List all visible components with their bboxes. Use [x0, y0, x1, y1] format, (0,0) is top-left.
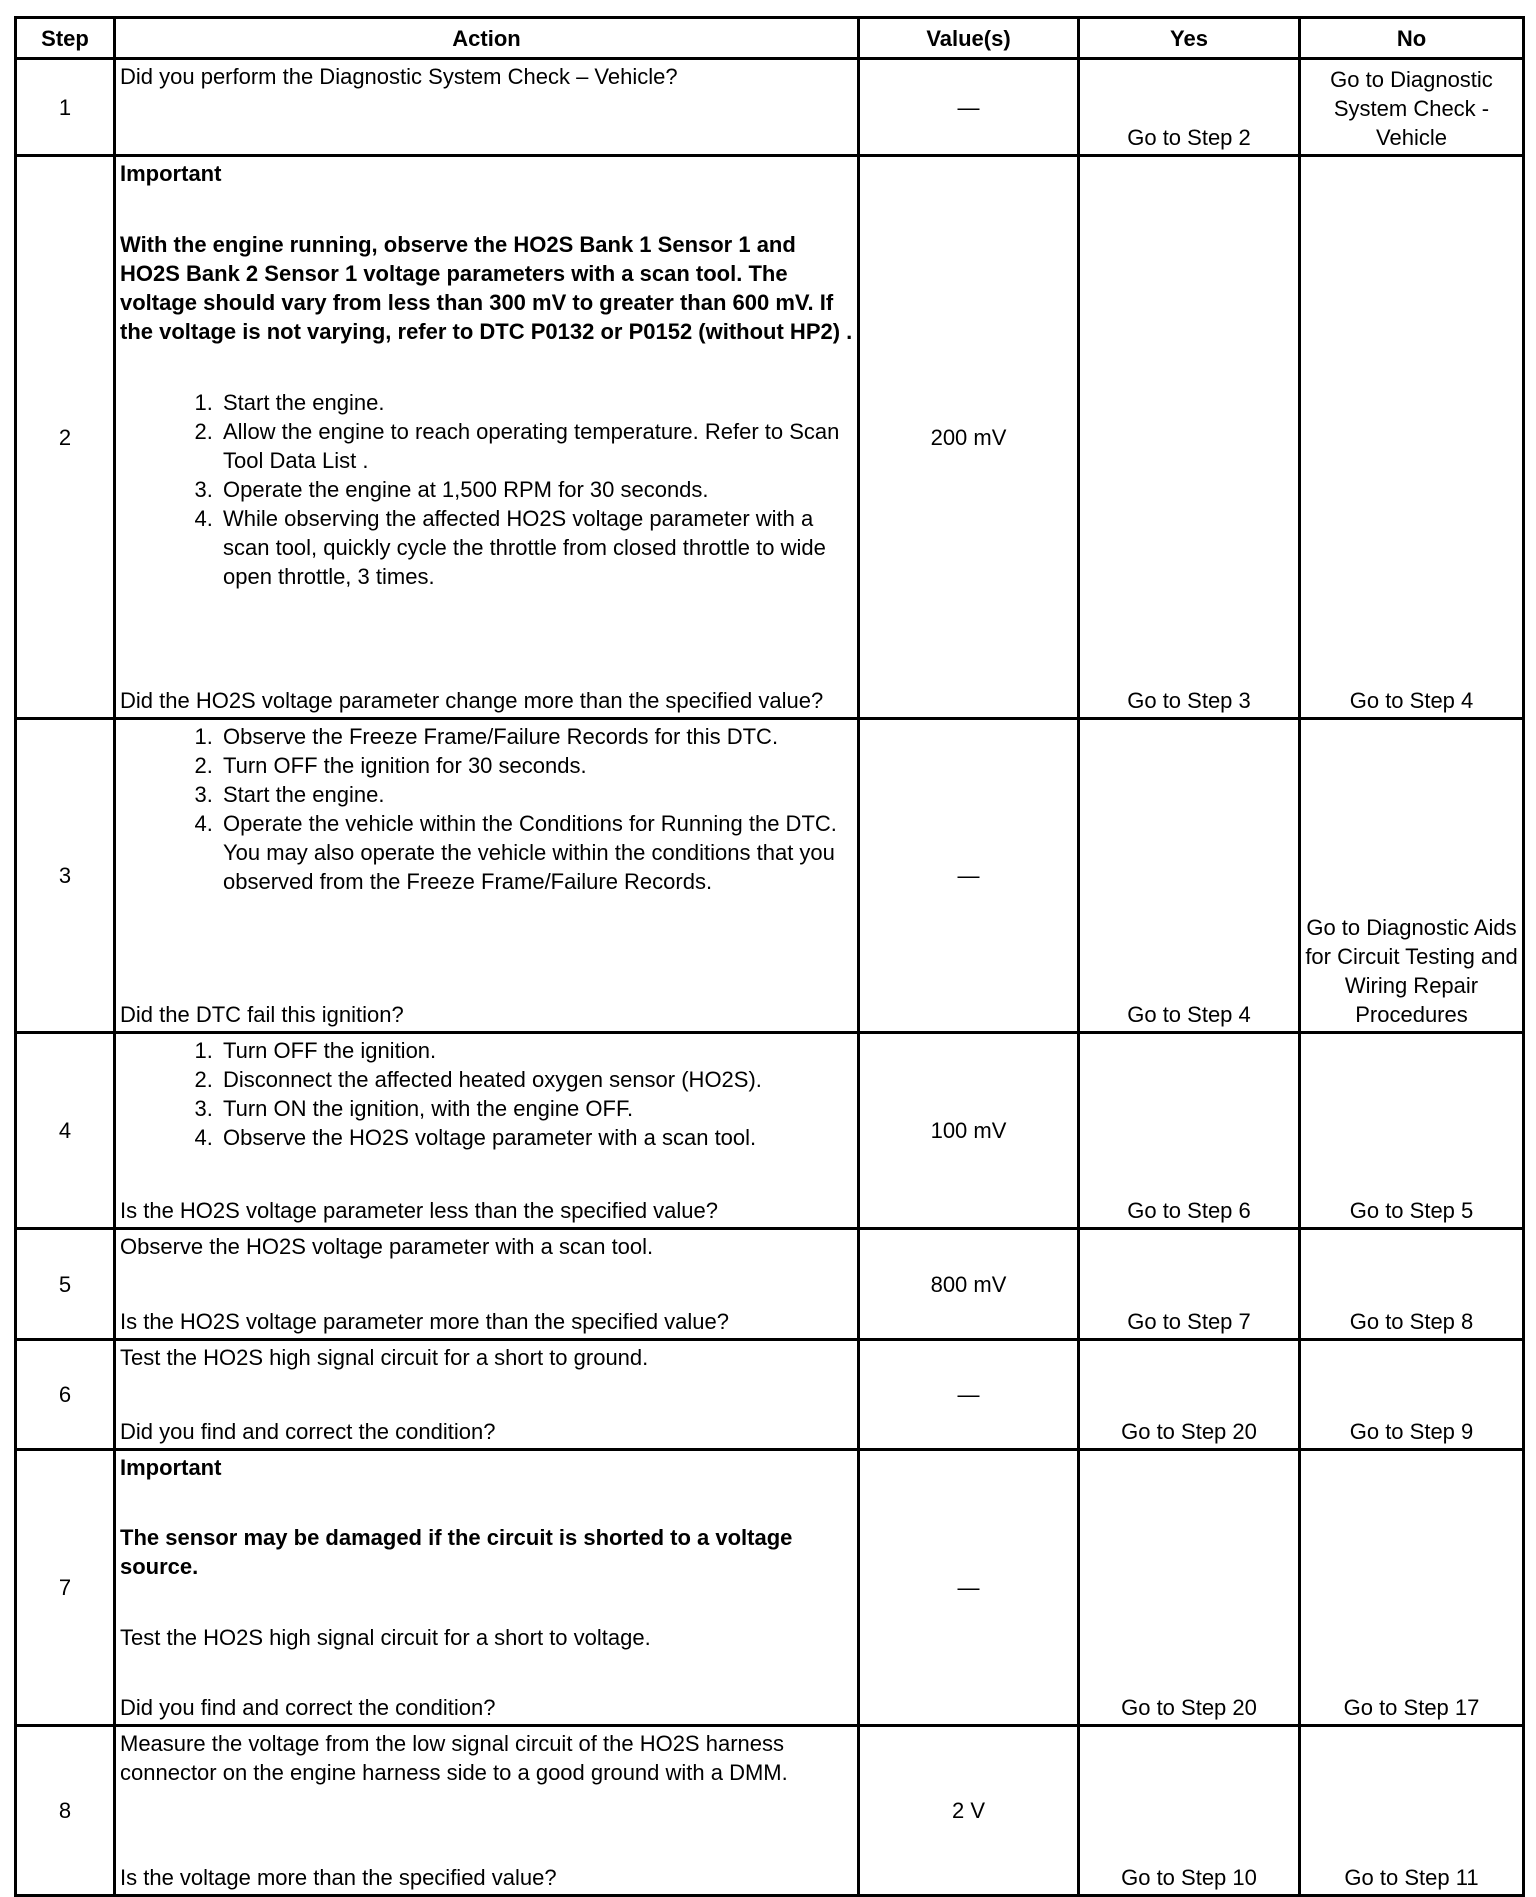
list-item: 4. Observe the HO2S voltage parameter with a scan tool. [219, 1123, 853, 1152]
table-row [16, 156, 1524, 719]
list-item: 2. Disconnect the affected heated oxygen sensor (HO2S). [219, 1065, 853, 1094]
value: — [859, 59, 1079, 156]
important-note: With the engine running, observe the HO2S Bank 1 Sensor 1 and HO2S Bank 2 Sensor 1 voltage parameters with a scan tool. The voltage should vary from less than 300 mV to greater than 600 mV. If the voltage is not varying, refer to DTC P0132 or P0152 (without HP2) . [120, 232, 853, 344]
instruction: Test the HO2S high signal circuit for a short to voltage. [120, 1624, 651, 1650]
question: Did you find and correct the condition? [120, 1419, 496, 1444]
step-number: 1 [16, 59, 115, 156]
step-number: 2 [16, 156, 115, 719]
question: Is the HO2S voltage parameter less than the specified value? [120, 1198, 719, 1223]
list-item: 4. Operate the vehicle within the Conditions for Running the DTC. You may also operate the vehicle within the conditions that you observed from the Freeze Frame/Failure Records. [219, 809, 853, 896]
yes-link[interactable]: Go to Step 3 [1079, 156, 1300, 719]
header-values: Value(s) [859, 18, 1079, 59]
list-item: 4. While observing the affected HO2S voltage parameter with a scan tool, quickly cycle the throttle from closed throttle to wide open throttle, 3 times. [219, 504, 853, 591]
no-link[interactable]: Go to Step 17 [1300, 1450, 1524, 1726]
value: 800 mV [859, 1229, 1079, 1340]
table-row [16, 1033, 1524, 1229]
question: Did the DTC fail this ignition? [120, 1002, 404, 1027]
question: Did you perform the Diagnostic System Check – Vehicle? [120, 64, 678, 89]
instruction: Measure the voltage from the low signal circuit of the HO2S harness connector on the engine harness side to a good ground with a DMM. [120, 1731, 788, 1785]
list-item: 2. Turn OFF the ignition for 30 seconds. [219, 751, 853, 780]
instruction: Test the HO2S high signal circuit for a short to ground. [120, 1345, 649, 1370]
value: 100 mV [859, 1033, 1079, 1229]
procedure-list [120, 1036, 853, 1152]
no-link[interactable]: Go to Step 8 [1300, 1229, 1524, 1340]
table-row [16, 1450, 1524, 1726]
instruction: Observe the HO2S voltage parameter with a scan tool. [120, 1234, 654, 1259]
value: — [859, 719, 1079, 1033]
procedure-list [120, 388, 853, 591]
table-row [16, 719, 1524, 1033]
action-cell [115, 1340, 859, 1450]
header-row [16, 18, 1524, 59]
important-label: Important [120, 1455, 222, 1480]
step-number: 6 [16, 1340, 115, 1450]
value: 2 V [859, 1726, 1079, 1896]
question: Is the voltage more than the specified value? [120, 1865, 557, 1890]
list-item: 2. Allow the engine to reach operating temperature. Refer to Scan Tool Data List . [219, 417, 853, 475]
important-note: The sensor may be damaged if the circuit is shorted to a voltage source. [120, 1525, 793, 1580]
yes-link[interactable]: Go to Step 4 [1079, 719, 1300, 1033]
action-cell [115, 1033, 859, 1229]
table-row [16, 1726, 1524, 1896]
table-row [16, 59, 1524, 156]
list-item: 3. Operate the engine at 1,500 RPM for 30 seconds. [219, 475, 853, 504]
question: Is the HO2S voltage parameter more than the specified value? [120, 1309, 730, 1334]
value: — [859, 1450, 1079, 1726]
list-item: 3. Turn ON the ignition, with the engine OFF. [219, 1094, 853, 1123]
no-link[interactable]: Go to Step 5 [1300, 1033, 1524, 1229]
list-item: 1. Observe the Freeze Frame/Failure Records for this DTC. [219, 722, 853, 751]
action-cell [115, 1726, 859, 1896]
important-label: Important [120, 161, 222, 186]
question: Did you find and correct the condition? [120, 1694, 496, 1720]
no-link[interactable]: Go to Step 4 [1300, 156, 1524, 719]
action-cell [115, 719, 859, 1033]
no-link[interactable]: Go to Diagnostic System Check - Vehicle [1300, 59, 1524, 156]
yes-link[interactable]: Go to Step 6 [1079, 1033, 1300, 1229]
value: — [859, 1340, 1079, 1450]
yes-link[interactable]: Go to Step 20 [1079, 1340, 1300, 1450]
procedure-list [120, 722, 853, 896]
no-link[interactable]: Go to Step 9 [1300, 1340, 1524, 1450]
step-number: 7 [16, 1450, 115, 1726]
header-no: No [1300, 18, 1524, 59]
step-number: 3 [16, 719, 115, 1033]
yes-link[interactable]: Go to Step 2 [1079, 59, 1300, 156]
action-cell [115, 1229, 859, 1340]
no-link[interactable]: Go to Step 11 [1300, 1726, 1524, 1896]
question: Did the HO2S voltage parameter change more than the specified value? [120, 688, 824, 713]
yes-link[interactable]: Go to Step 7 [1079, 1229, 1300, 1340]
table-row [16, 1340, 1524, 1450]
header-step: Step [16, 18, 115, 59]
header-action: Action [115, 18, 859, 59]
step-number: 4 [16, 1033, 115, 1229]
diagnostic-table [14, 16, 1525, 1897]
list-item: 3. Start the engine. [219, 780, 853, 809]
header-yes: Yes [1079, 18, 1300, 59]
step-number: 5 [16, 1229, 115, 1340]
list-item: 1. Turn OFF the ignition. [219, 1036, 853, 1065]
action-cell [115, 156, 859, 719]
value: 200 mV [859, 156, 1079, 719]
yes-link[interactable]: Go to Step 10 [1079, 1726, 1300, 1896]
step-number: 8 [16, 1726, 115, 1896]
list-item: 1. Start the engine. [219, 388, 853, 417]
action-cell [115, 59, 859, 156]
action-cell [115, 1450, 859, 1726]
yes-link[interactable]: Go to Step 20 [1079, 1450, 1300, 1726]
table-row [16, 1229, 1524, 1340]
no-link[interactable]: Go to Diagnostic Aids for Circuit Testing and Wiring Repair Procedures [1300, 719, 1524, 1033]
